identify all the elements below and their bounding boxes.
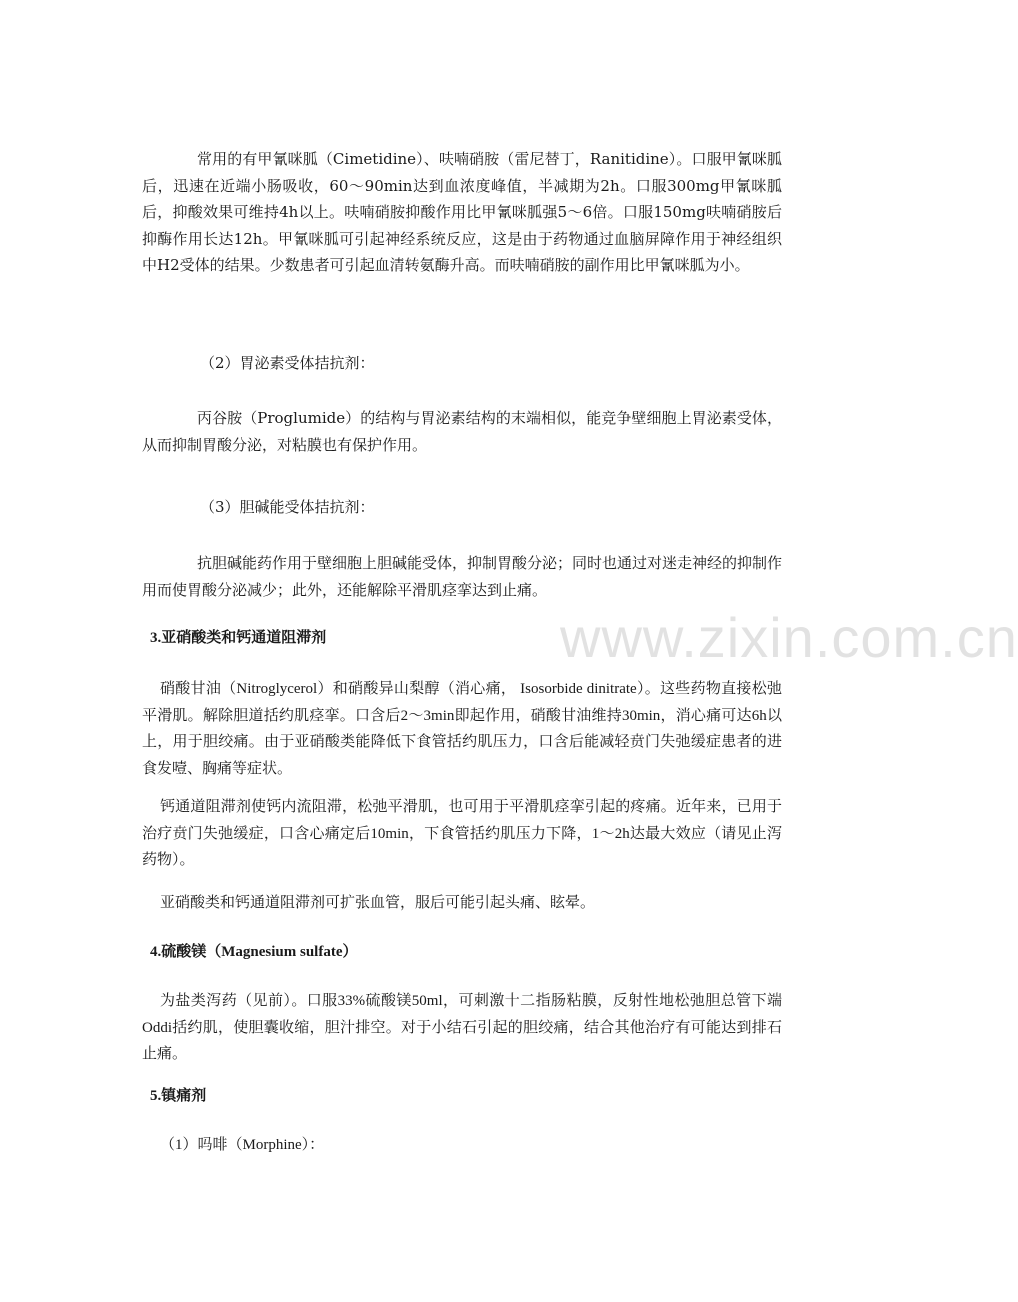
paragraph-nitroglycerol: 硝酸甘油（Nitroglycerol）和硝酸异山梨醇（消心痛， Isosorbide dinitrate）。这些药物直接松弛平滑肌。解除胆道括约肌痉挛。口含后2～3min即起作用，硝酸甘油维持30min，消心痛可达6h以上，用于胆绞痛。由于亚硝酸类能降低下食管括约肌压力，口含后能减轻贲门失弛缓症患者的进食发噎、胸痛等症状。 <box>142 681 782 777</box>
paragraph-proglumide: 丙谷胺（Proglumide）的结构与胃泌素结构的末端相似，能竞争壁细胞上胃泌素受体，从而抑制胃酸分泌，对粘膜也有保护作用。 <box>142 409 782 454</box>
paragraph-magnesium: 为盐类泻药（见前）。口服33%硫酸镁50ml，可刺激十二指肠粘膜，反射性地松弛胆总管下端Oddi括约肌，使胆囊收缩，胆汁排空。对于小结石引起的胆绞痛，结合其他治疗有可能达到排石止痛。 <box>142 993 782 1062</box>
watermark: www.zixin.com.cn <box>560 606 1018 669</box>
paragraph-anticholinergic: 抗胆碱能药作用于壁细胞上胆碱能受体，抑制胃酸分泌；同时也通过对迷走神经的抑制作用而使胃酸分泌减少；此外，还能解除平滑肌痉挛达到止痛。 <box>142 554 783 599</box>
subheading-cholinergic-antagonists: （3）胆碱能受体拮抗剂： <box>200 498 375 516</box>
paragraph-h2-antagonists: 常用的有甲氰咪胍（Cimetidine）、呋喃硝胺（雷尼替丁，Ranitidine）。口服甲氰咪胍后，迅速在近端小肠吸收，60～90min达到血浓度峰值，半减期为2h。口服300mg甲氰咪胍后，抑酸效果可维持4h以上。呋喃硝胺抑酸作用比甲氰咪胍强5～6倍。口服150mg呋喃硝胺后抑酶作用长达12h。甲氰咪胍可引起神经系统反应，这是由于药物通过血脑屏障作用于神经组织中H2受体的结果。少数患者可引起血清转氨酶升高。而呋喃硝胺的副作用比甲氰咪胍为小。 <box>142 150 782 274</box>
paragraph-side-effects: 亚硝酸类和钙通道阻滞剂可扩张血管，服后可能引起头痛、眩晕。 <box>160 895 596 911</box>
subheading-gastrin-antagonists: （2）胃泌素受体拮抗剂： <box>200 354 375 372</box>
subheading-morphine: （1）吗啡（Morphine）： <box>160 1137 325 1153</box>
section-heading-nitrates-calcium: 3.亚硝酸类和钙通道阻滞剂 <box>150 630 327 646</box>
section-heading-magnesium-sulfate: 4.硫酸镁（Magnesium sulfate） <box>150 944 358 960</box>
paragraph-calcium-blockers: 钙通道阻滞剂使钙内流阻滞，松弛平滑肌，也可用于平滑肌痉挛引起的疼痛。近年来，已用于治疗贲门失弛缓症，口含心痛定后10min，下食管括约肌压力下降，1～2h达最大效应（请见止泻药物）。 <box>142 799 782 868</box>
section-heading-analgesics: 5.镇痛剂 <box>150 1088 207 1104</box>
